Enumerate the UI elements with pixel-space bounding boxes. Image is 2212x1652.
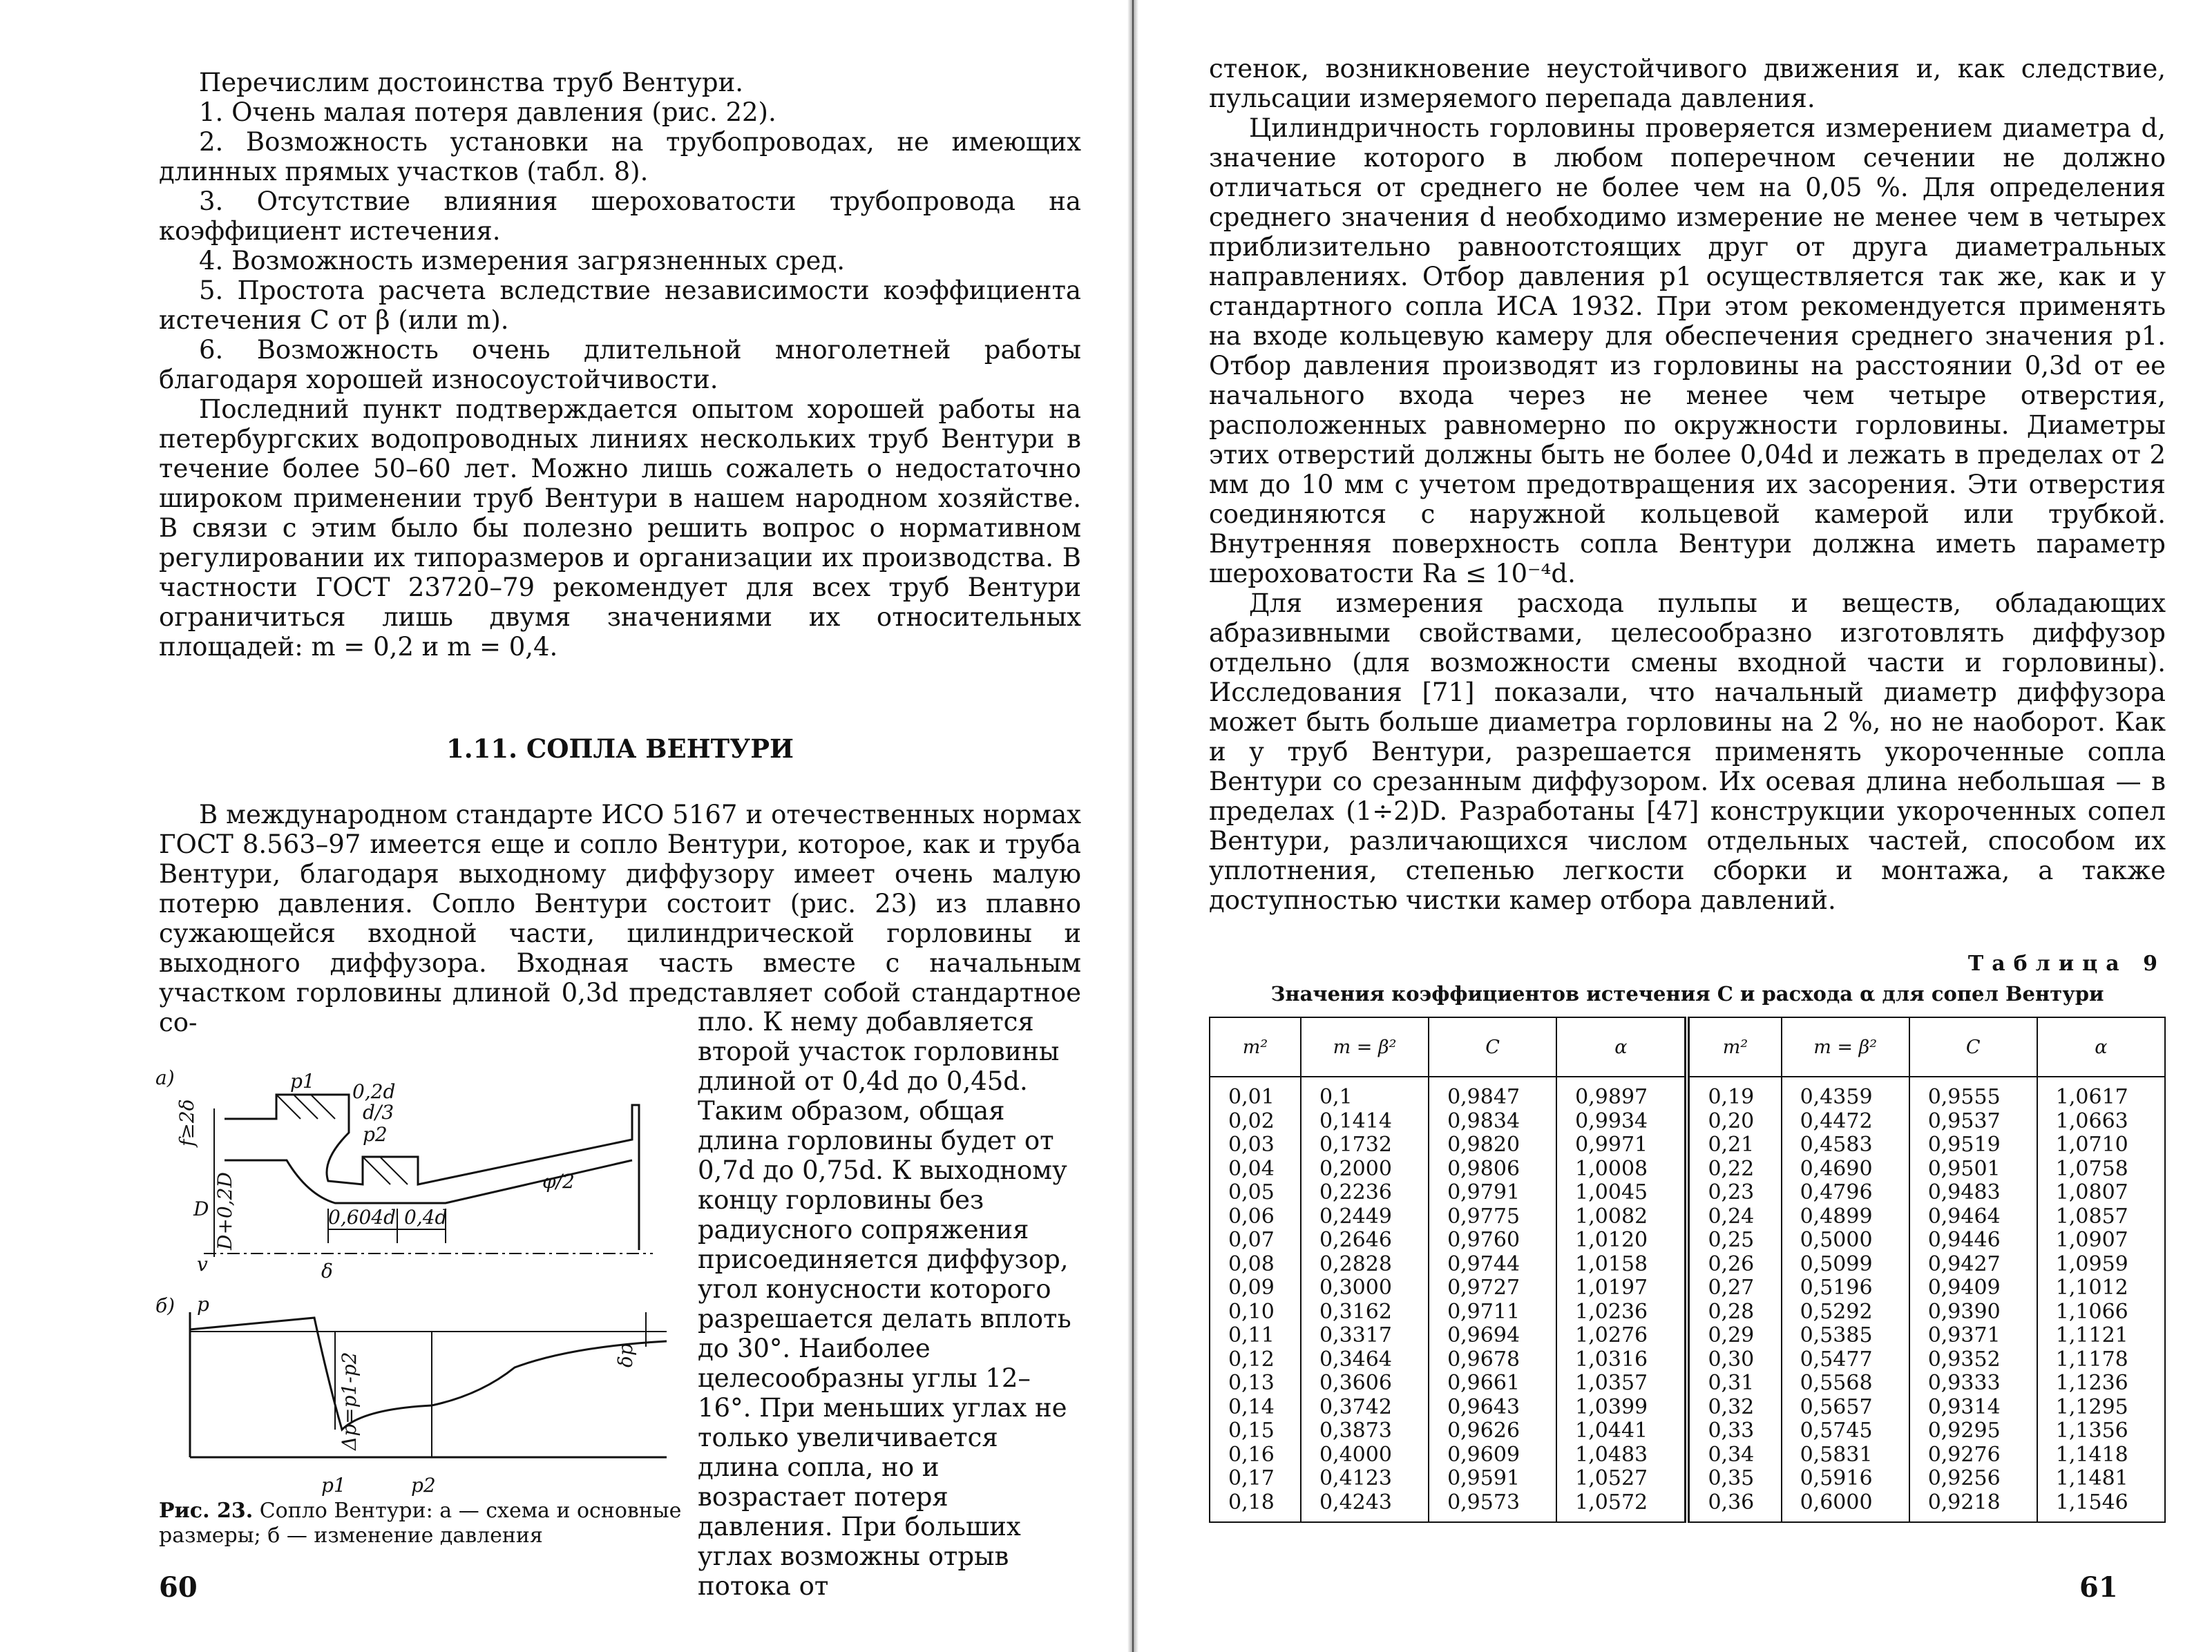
label-d3: d/3 xyxy=(363,1101,394,1124)
table-row xyxy=(1210,1276,2165,1300)
table-cell: 0,9483 xyxy=(1909,1181,2037,1205)
table-cell: 0,09 xyxy=(1210,1276,1301,1300)
table-cell: 0,4899 xyxy=(1782,1205,1909,1229)
table-cell: 0,9626 xyxy=(1429,1419,1556,1443)
table-cell: 0,11 xyxy=(1210,1324,1301,1348)
fig-label-b: б) xyxy=(155,1294,175,1317)
col-header: m² xyxy=(1210,1017,1301,1077)
table-cell: 0,21 xyxy=(1687,1133,1781,1158)
table-cell: 0,9897 xyxy=(1556,1077,1687,1110)
table-cell: 0,9834 xyxy=(1429,1110,1556,1134)
paragraph: 6. Возможность очень длительной многолетней работы благодаря хорошей износоустойчивости. xyxy=(159,335,1081,394)
table-cell: 0,1732 xyxy=(1301,1133,1429,1158)
table-cell: 1,1295 xyxy=(2037,1396,2165,1420)
table-cell: 0,29 xyxy=(1687,1324,1781,1348)
table-cell: 1,0197 xyxy=(1556,1276,1687,1300)
col-header: C xyxy=(1909,1017,2037,1077)
table-cell: 0,07 xyxy=(1210,1229,1301,1253)
table-cell: 0,22 xyxy=(1687,1158,1781,1182)
table-cell: 0,5292 xyxy=(1782,1300,1909,1325)
label-deltap: δp xyxy=(614,1343,637,1367)
table-cell: 0,9537 xyxy=(1909,1110,2037,1134)
table-cell: 1,0758 xyxy=(2037,1158,2165,1182)
col-header: m² xyxy=(1687,1017,1781,1077)
table-cell: 0,10 xyxy=(1210,1300,1301,1325)
table-cell: 0,5477 xyxy=(1782,1348,1909,1372)
table-row xyxy=(1210,1205,2165,1229)
label-02d: 0,2d xyxy=(352,1080,396,1103)
fig-label-a: а) xyxy=(155,1066,175,1089)
table-cell: 0,9934 xyxy=(1556,1110,1687,1134)
table-cell: 0,2236 xyxy=(1301,1181,1429,1205)
page-number: 61 xyxy=(2079,1571,2118,1604)
table-cell: 0,14 xyxy=(1210,1396,1301,1420)
table-cell: 0,3464 xyxy=(1301,1348,1429,1372)
table-cell: 0,1414 xyxy=(1301,1110,1429,1134)
table-cell: 0,03 xyxy=(1210,1133,1301,1158)
table-row xyxy=(1210,1158,2165,1182)
col-header: α xyxy=(2037,1017,2165,1077)
table-cell: 0,2000 xyxy=(1301,1158,1429,1182)
table-cell: 1,0807 xyxy=(2037,1181,2165,1205)
table-row xyxy=(1210,1419,2165,1443)
table-cell: 0,12 xyxy=(1210,1348,1301,1372)
table-cell: 0,4123 xyxy=(1301,1467,1429,1491)
table-cell: 0,9775 xyxy=(1429,1205,1556,1229)
label-p2: p2 xyxy=(363,1123,388,1146)
table-cell: 1,0617 xyxy=(2037,1077,2165,1110)
table-cell: 0,06 xyxy=(1210,1205,1301,1229)
table-cell: 0,3606 xyxy=(1301,1372,1429,1396)
table-row xyxy=(1210,1300,2165,1325)
table-cell: 0,3742 xyxy=(1301,1396,1429,1420)
paragraph: 2. Возможность установки на трубопроводах, не имеющих длинных прямых участков (табл. 8). xyxy=(159,127,1081,186)
table-cell: 0,3317 xyxy=(1301,1324,1429,1348)
table-cell: 0,9643 xyxy=(1429,1396,1556,1420)
table-cell: 1,0045 xyxy=(1556,1181,1687,1205)
table-cell: 0,19 xyxy=(1687,1077,1781,1110)
paragraph: пло. К нему добавляется второй участок горловины длиной от 0,4d до 0,45d. Таким образом, общая длина горловины будет от 0,7d до 0,75d. К выходному концу горловины без радиусного сопряжения присоединяется диффузор, угол конусности которого разрешается делать вплоть до 30°. Наиболее целесообразны углы 12–16°. При меньших углах не только увеличивается длина сопла, но и возрастает потеря давления. При больших углах возможны отрыв потока от xyxy=(698,1007,1071,1601)
label-04d: 0,4d xyxy=(404,1206,448,1229)
table-cell: 0,9744 xyxy=(1429,1253,1556,1277)
table-cell: 0,4796 xyxy=(1782,1181,1909,1205)
table-cell: 0,25 xyxy=(1687,1229,1781,1253)
table-cell: 0,9678 xyxy=(1429,1348,1556,1372)
table-cell: 0,04 xyxy=(1210,1158,1301,1182)
table-cell: 0,9352 xyxy=(1909,1348,2037,1372)
table-cell: 0,9276 xyxy=(1909,1443,2037,1468)
table-cell: 0,9727 xyxy=(1429,1276,1556,1300)
table-cell: 0,4690 xyxy=(1782,1158,1909,1182)
label-dd: D+0,2D xyxy=(213,1172,236,1250)
table-cell: 1,1418 xyxy=(2037,1443,2165,1468)
left-intro-text xyxy=(159,68,1081,662)
table-row xyxy=(1210,1372,2165,1396)
table-cell: 1,0236 xyxy=(1556,1300,1687,1325)
table-cell: 0,1 xyxy=(1301,1077,1429,1110)
table-cell: 0,9711 xyxy=(1429,1300,1556,1325)
table-cell: 1,0158 xyxy=(1556,1253,1687,1277)
table-row xyxy=(1210,1491,2165,1523)
table-cell: 0,9791 xyxy=(1429,1181,1556,1205)
label-p1: p1 xyxy=(290,1070,315,1093)
table-cell: 1,1356 xyxy=(2037,1419,2165,1443)
page-number: 60 xyxy=(159,1571,198,1604)
table-cell: 0,15 xyxy=(1210,1419,1301,1443)
table-row xyxy=(1210,1324,2165,1348)
label-p2b: p2 xyxy=(411,1474,436,1497)
paragraph: 3. Отсутствие влияния шероховатости трубопровода на коэффициент истечения. xyxy=(159,186,1081,246)
table-cell: 0,9501 xyxy=(1909,1158,2037,1182)
table-cell: 0,9218 xyxy=(1909,1491,2037,1523)
paragraph: Цилиндричность горловины проверяется измерением диаметра d, значение которого в любом поперечном сечении не должно отличаться от среднего не более чем на 0,05 %. Для определения среднего значения d необходимо измерение не менее чем в четырех приблизительно равноотстоящих друг от друга диаметральных направлениях. Отбор давления p1 осуществляется так же, как и у стандартного сопла ИСА 1932. При этом рекомендуется применять на входе кольцевую камеру для обеспечения среднего значения p1. Отбор давления производят из горловины на расстоянии 0,3d от ее начального входа через не менее чем четыре отверстия, расположенных равномерно по окружности горловины. Диаметры этих отверстий должны быть не более 0,04d и лежать в пределах от 2 мм до 10 мм с учетом предотвращения их засорения. Эти отверстия соединяются с наружной кольцевой камерой или трубкой. Внутренняя поверхность сопла Вентури должна иметь параметр шероховатости Ra ≤ 10⁻⁴d. xyxy=(1209,113,2166,588)
paragraph: стенок, возникновение неустойчивого движения и, как следствие, пульсации измеряемого перепада давления. xyxy=(1209,54,2166,113)
table-row xyxy=(1210,1133,2165,1158)
table-row xyxy=(1210,1467,2165,1491)
table-cell: 0,34 xyxy=(1687,1443,1781,1468)
col-header: α xyxy=(1556,1017,1687,1077)
table-row xyxy=(1210,1443,2165,1468)
table-cell: 0,17 xyxy=(1210,1467,1301,1491)
table-cell: 0,9661 xyxy=(1429,1372,1556,1396)
table-cell: 0,5099 xyxy=(1782,1253,1909,1277)
table-cell: 1,0082 xyxy=(1556,1205,1687,1229)
table-cell: 0,01 xyxy=(1210,1077,1301,1110)
figure-caption xyxy=(159,1499,684,1548)
table-row xyxy=(1210,1181,2165,1205)
table-cell: 1,0527 xyxy=(1556,1467,1687,1491)
table-body xyxy=(1210,1077,2165,1522)
table-cell: 0,3873 xyxy=(1301,1419,1429,1443)
label-0604d: 0,604d xyxy=(328,1206,397,1229)
table-cell: 0,9760 xyxy=(1429,1229,1556,1253)
paragraph: Для измерения расхода пульпы и веществ, обладающих абразивными свойствами, целесообразно изготовлять диффузор отдельно (для возможности смены входной части и горловины). Исследования [71] показали, что начальный диаметр диффузора может быть больше диаметра горловины на 2 %, но не наоборот. Как и у труб Вентури, разрешается применять укороченные сопла Вентури со срезанным диффузором. Их осевая длина небольшая — в пределах (1÷2)D. Разработаны [47] конструкции укороченных сопел Вентури, различающихся числом отдельных частей, способом их уплотнения, степенью легкости сборки и монтажа, а также доступностью чистки камер отбора давлений. xyxy=(1209,588,2166,915)
table-cell: 0,9390 xyxy=(1909,1300,2037,1325)
table-cell: 1,0857 xyxy=(2037,1205,2165,1229)
col-header: m = β² xyxy=(1782,1017,1909,1077)
table-cell: 1,1546 xyxy=(2037,1491,2165,1523)
table-cell: 0,9847 xyxy=(1429,1077,1556,1110)
table-cell: 0,13 xyxy=(1210,1372,1301,1396)
table-cell: 0,23 xyxy=(1687,1181,1781,1205)
table-cell: 0,9256 xyxy=(1909,1467,2037,1491)
table-cell: 0,6000 xyxy=(1782,1491,1909,1523)
label-dp: Δp=p1-p2 xyxy=(338,1352,361,1450)
table-cell: 0,3000 xyxy=(1301,1276,1429,1300)
table-cell: 0,9519 xyxy=(1909,1133,2037,1158)
table-cell: 0,5831 xyxy=(1782,1443,1909,1468)
wrapped-text xyxy=(698,1007,1081,1601)
paragraph: 5. Простота расчета вследствие независимости коэффициента истечения C от β (или m). xyxy=(159,276,1081,335)
table-cell: 0,9820 xyxy=(1429,1133,1556,1158)
table-cell: 0,9409 xyxy=(1909,1276,2037,1300)
table-cell: 0,31 xyxy=(1687,1372,1781,1396)
table-cell: 0,32 xyxy=(1687,1396,1781,1420)
caption-prefix: Рис. 23. xyxy=(159,1499,254,1523)
label-f: f≥2δ xyxy=(175,1099,198,1146)
table-cell: 1,0357 xyxy=(1556,1372,1687,1396)
paragraph: В международном стандарте ИСО 5167 и отечественных нормах ГОСТ 8.563–97 имеется еще и сопло Вентури, которое, как и труба Вентури, благодаря выходному диффузору имеет очень малую потерю давления. Сопло Вентури состоит (рис. 23) из плавно сужающейся входной части, цилиндрической горловины и выходного диффузора. Входная часть вместе с начальным участком горловины длиной 0,3d представляет собой стандартное со- xyxy=(159,800,1081,1037)
label-delta: δ xyxy=(321,1260,333,1283)
table-cell: 0,9314 xyxy=(1909,1396,2037,1420)
table-cell: 1,1066 xyxy=(2037,1300,2165,1325)
table-cell: 0,4472 xyxy=(1782,1110,1909,1134)
table-cell: 0,9427 xyxy=(1909,1253,2037,1277)
section-text xyxy=(159,800,1081,1037)
coefficients-table xyxy=(1209,1017,2166,1523)
table-row xyxy=(1210,1077,2165,1110)
table-row xyxy=(1210,1253,2165,1277)
table-cell: 0,2646 xyxy=(1301,1229,1429,1253)
right-text xyxy=(1209,54,2166,915)
table-cell: 0,2449 xyxy=(1301,1205,1429,1229)
table-cell: 0,26 xyxy=(1687,1253,1781,1277)
table-cell: 0,30 xyxy=(1687,1348,1781,1372)
table-cell: 1,1236 xyxy=(2037,1372,2165,1396)
table-header-row xyxy=(1210,1017,2165,1077)
table-cell: 1,0316 xyxy=(1556,1348,1687,1372)
table-cell: 0,9555 xyxy=(1909,1077,2037,1110)
table-cell: 1,0710 xyxy=(2037,1133,2165,1158)
table-cell: 1,0907 xyxy=(2037,1229,2165,1253)
table-cell: 0,4243 xyxy=(1301,1491,1429,1523)
table-cell: 0,9464 xyxy=(1909,1205,2037,1229)
table-cell: 1,1178 xyxy=(2037,1348,2165,1372)
table-cell: 0,9573 xyxy=(1429,1491,1556,1523)
table-cell: 1,0959 xyxy=(2037,1253,2165,1277)
table-cell: 1,0008 xyxy=(1556,1158,1687,1182)
table-cell: 0,18 xyxy=(1210,1491,1301,1523)
table-cell: 0,9446 xyxy=(1909,1229,2037,1253)
table-row xyxy=(1210,1348,2165,1372)
paragraph: 1. Очень малая потеря давления (рис. 22). xyxy=(199,97,776,127)
table-cell: 0,5745 xyxy=(1782,1419,1909,1443)
table-row xyxy=(1210,1229,2165,1253)
table-cell: 0,4000 xyxy=(1301,1443,1429,1468)
table-cell: 0,2828 xyxy=(1301,1253,1429,1277)
table-cell: 0,5385 xyxy=(1782,1324,1909,1348)
table-cell: 1,0120 xyxy=(1556,1229,1687,1253)
table-cell: 1,1481 xyxy=(2037,1467,2165,1491)
table-cell: 0,9333 xyxy=(1909,1372,2037,1396)
label-p: p xyxy=(197,1293,209,1316)
section-heading: 1.11. СОПЛА ВЕНТУРИ xyxy=(446,733,794,764)
table-cell: 1,0483 xyxy=(1556,1443,1687,1468)
table-cell: 1,1012 xyxy=(2037,1276,2165,1300)
table-cell: 0,5657 xyxy=(1782,1396,1909,1420)
table-cell: 0,35 xyxy=(1687,1467,1781,1491)
table-cell: 0,33 xyxy=(1687,1419,1781,1443)
table-title: Значения коэффициентов истечения C и расхода α для сопел Вентури xyxy=(1270,982,2104,1006)
paragraph: Последний пункт подтверждается опытом хорошей работы на петербургских водопроводных линиях нескольких труб Вентури в течение более 50–60 лет. Можно лишь сожалеть о недостаточно широком применении труб Вентури в нашем народном хозяйстве. В связи с этим было бы полезно решить вопрос о нормативном регулировании их типоразмеров и организации их производства. В частности ГОСТ 23720–79 рекомендует для всех труб Вентури ограничиться лишь двумя значениями их относительных площадей: m = 0,2 и m = 0,4. xyxy=(159,394,1081,662)
table-row xyxy=(1210,1110,2165,1134)
table-cell: 1,0276 xyxy=(1556,1324,1687,1348)
label-D: D xyxy=(193,1198,209,1220)
table-cell: 0,5000 xyxy=(1782,1229,1909,1253)
table-cell: 0,4359 xyxy=(1782,1077,1909,1110)
table-cell: 0,9806 xyxy=(1429,1158,1556,1182)
label-p1b: p1 xyxy=(321,1474,346,1497)
table-cell: 0,9609 xyxy=(1429,1443,1556,1468)
table-cell: 0,5196 xyxy=(1782,1276,1909,1300)
table-cell: 0,9295 xyxy=(1909,1419,2037,1443)
table-cell: 0,16 xyxy=(1210,1443,1301,1468)
table-cell: 0,28 xyxy=(1687,1300,1781,1325)
table-cell: 0,36 xyxy=(1687,1491,1781,1523)
table-cell: 0,9694 xyxy=(1429,1324,1556,1348)
col-header: C xyxy=(1429,1017,1556,1077)
table-cell: 0,27 xyxy=(1687,1276,1781,1300)
label-v: v xyxy=(197,1253,208,1276)
table-row xyxy=(1210,1396,2165,1420)
table-cell: 0,24 xyxy=(1687,1205,1781,1229)
table-cell: 0,5916 xyxy=(1782,1467,1909,1491)
caption-text: Сопло Вентури: а — схема и основные размеры; б — изменение давления xyxy=(159,1499,682,1548)
table-cell: 0,3162 xyxy=(1301,1300,1429,1325)
table-cell: 0,9371 xyxy=(1909,1324,2037,1348)
table-cell: 0,05 xyxy=(1210,1181,1301,1205)
table-cell: 1,0572 xyxy=(1556,1491,1687,1523)
table-cell: 0,4583 xyxy=(1782,1133,1909,1158)
table-cell: 0,08 xyxy=(1210,1253,1301,1277)
table-cell: 1,0399 xyxy=(1556,1396,1687,1420)
venturi-nozzle-figure xyxy=(155,1022,687,1506)
table-cell: 1,0663 xyxy=(2037,1110,2165,1134)
table-cell: 0,9591 xyxy=(1429,1467,1556,1491)
table-cell: 0,9971 xyxy=(1556,1133,1687,1158)
table-cell: 0,5568 xyxy=(1782,1372,1909,1396)
table-label: Таблица 9 xyxy=(1967,952,2166,976)
paragraph: Перечислим достоинства труб Вентури. xyxy=(199,68,744,97)
table-cell: 0,20 xyxy=(1687,1110,1781,1134)
right-page xyxy=(1133,0,2212,1652)
col-header: m = β² xyxy=(1301,1017,1429,1077)
table-cell: 1,0441 xyxy=(1556,1419,1687,1443)
table-cell: 0,02 xyxy=(1210,1110,1301,1134)
paragraph: 4. Возможность измерения загрязненных сред. xyxy=(199,246,845,276)
label-phi: φ/2 xyxy=(542,1170,575,1193)
pressure-curve xyxy=(190,1318,667,1430)
table-cell: 1,1121 xyxy=(2037,1324,2165,1348)
